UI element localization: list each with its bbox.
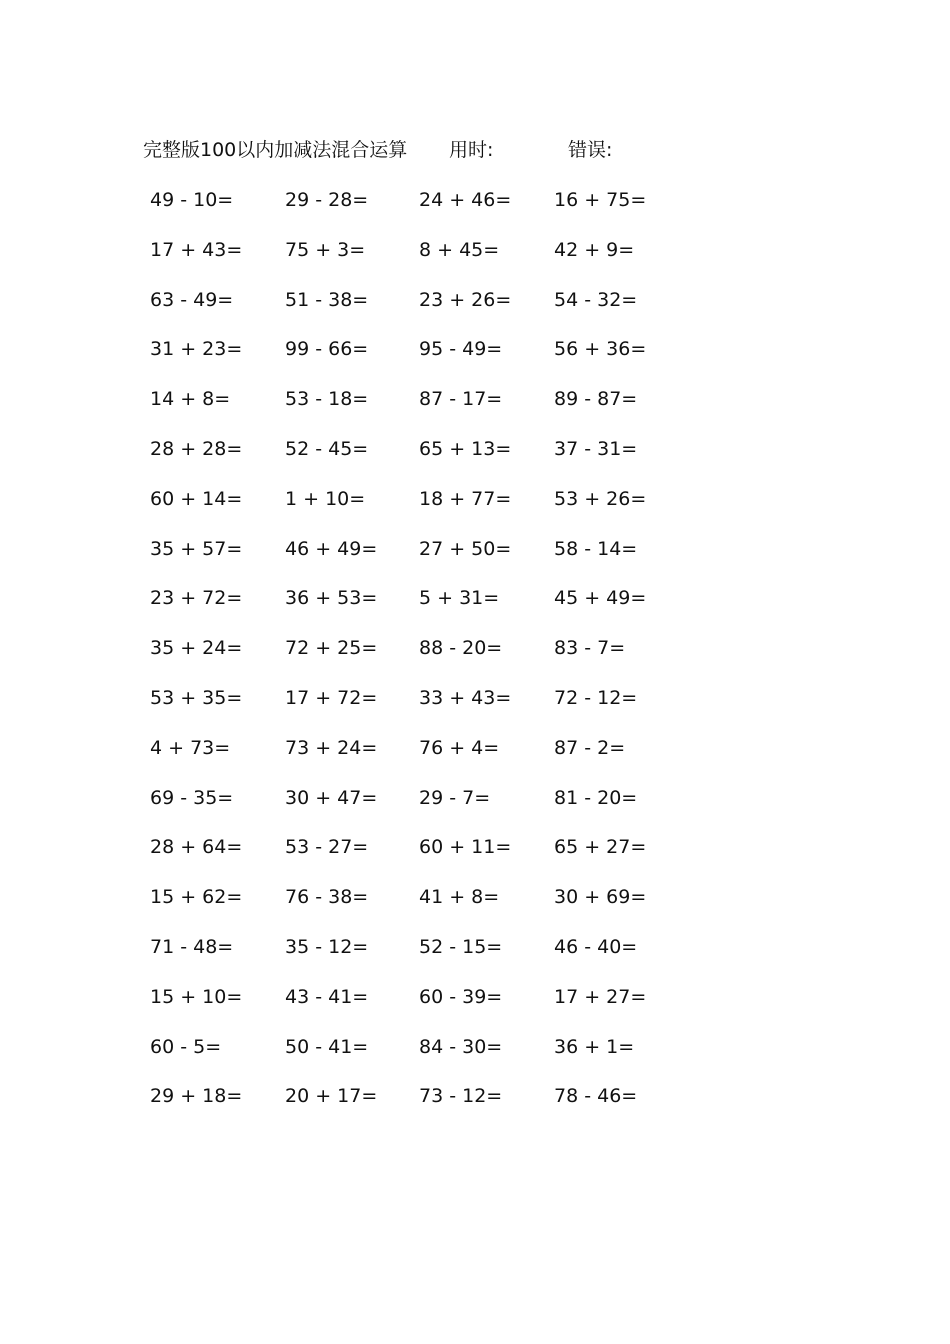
arithmetic-problem: 53 + 35= <box>150 687 243 709</box>
arithmetic-problem: 53 - 18= <box>285 388 369 410</box>
arithmetic-problem: 28 + 28= <box>150 438 243 460</box>
arithmetic-problem: 18 + 77= <box>419 488 512 510</box>
arithmetic-problem: 52 - 45= <box>285 438 369 460</box>
arithmetic-problem: 27 + 50= <box>419 538 512 560</box>
arithmetic-problem: 28 + 64= <box>150 836 243 858</box>
arithmetic-problem: 60 + 14= <box>150 488 243 510</box>
arithmetic-problem: 88 - 20= <box>419 637 503 659</box>
arithmetic-problem: 29 + 18= <box>150 1085 243 1107</box>
arithmetic-problem: 15 + 10= <box>150 986 243 1008</box>
arithmetic-problem: 46 + 49= <box>285 538 378 560</box>
arithmetic-problem: 30 + 69= <box>554 886 647 908</box>
arithmetic-problem: 1 + 10= <box>285 488 366 510</box>
arithmetic-problem: 56 + 36= <box>554 338 647 360</box>
arithmetic-problem: 60 - 39= <box>419 986 503 1008</box>
arithmetic-problem: 17 + 27= <box>554 986 647 1008</box>
arithmetic-problem: 31 + 23= <box>150 338 243 360</box>
arithmetic-problem: 35 + 57= <box>150 538 243 560</box>
arithmetic-problem: 58 - 14= <box>554 538 638 560</box>
arithmetic-problem: 72 + 25= <box>285 637 378 659</box>
arithmetic-problem: 37 - 31= <box>554 438 638 460</box>
arithmetic-problem: 36 + 1= <box>554 1036 635 1058</box>
arithmetic-problem: 45 + 49= <box>554 587 647 609</box>
arithmetic-problem: 29 - 28= <box>285 189 369 211</box>
worksheet-title: 完整版100以内加减法混合运算 <box>143 139 408 161</box>
arithmetic-problem: 95 - 49= <box>419 338 503 360</box>
arithmetic-problem: 33 + 43= <box>419 687 512 709</box>
arithmetic-problem: 49 - 10= <box>150 189 234 211</box>
arithmetic-problem: 51 - 38= <box>285 289 369 311</box>
arithmetic-problem: 72 - 12= <box>554 687 638 709</box>
arithmetic-problem: 15 + 62= <box>150 886 243 908</box>
arithmetic-problem: 36 + 53= <box>285 587 378 609</box>
arithmetic-problem: 24 + 46= <box>419 189 512 211</box>
arithmetic-problem: 87 - 2= <box>554 737 626 759</box>
arithmetic-problem: 43 - 41= <box>285 986 369 1008</box>
arithmetic-problem: 8 + 45= <box>419 239 500 261</box>
arithmetic-problem: 81 - 20= <box>554 787 638 809</box>
arithmetic-problem: 60 + 11= <box>419 836 512 858</box>
arithmetic-problem: 78 - 46= <box>554 1085 638 1107</box>
time-used-label: 用时: <box>449 139 494 161</box>
arithmetic-problem: 69 - 35= <box>150 787 234 809</box>
arithmetic-problem: 75 + 3= <box>285 239 366 261</box>
arithmetic-problem: 4 + 73= <box>150 737 231 759</box>
arithmetic-problem: 54 - 32= <box>554 289 638 311</box>
arithmetic-problem: 84 - 30= <box>419 1036 503 1058</box>
arithmetic-problem: 17 + 72= <box>285 687 378 709</box>
arithmetic-problem: 73 - 12= <box>419 1085 503 1107</box>
arithmetic-problem: 30 + 47= <box>285 787 378 809</box>
arithmetic-problem: 29 - 7= <box>419 787 491 809</box>
arithmetic-problem: 35 - 12= <box>285 936 369 958</box>
arithmetic-problem: 99 - 66= <box>285 338 369 360</box>
arithmetic-problem: 71 - 48= <box>150 936 234 958</box>
arithmetic-problem: 76 - 38= <box>285 886 369 908</box>
arithmetic-problem: 83 - 7= <box>554 637 626 659</box>
error-count-label: 错误: <box>568 139 613 161</box>
arithmetic-problem: 16 + 75= <box>554 189 647 211</box>
arithmetic-problem: 5 + 31= <box>419 587 500 609</box>
arithmetic-problem: 73 + 24= <box>285 737 378 759</box>
arithmetic-problem: 17 + 43= <box>150 239 243 261</box>
arithmetic-problem: 23 + 26= <box>419 289 512 311</box>
arithmetic-problem: 20 + 17= <box>285 1085 378 1107</box>
arithmetic-problem: 53 + 26= <box>554 488 647 510</box>
arithmetic-problem: 46 - 40= <box>554 936 638 958</box>
arithmetic-problem: 41 + 8= <box>419 886 500 908</box>
arithmetic-problem: 60 - 5= <box>150 1036 222 1058</box>
arithmetic-problem: 87 - 17= <box>419 388 503 410</box>
arithmetic-problem: 52 - 15= <box>419 936 503 958</box>
arithmetic-problem: 23 + 72= <box>150 587 243 609</box>
arithmetic-problem: 35 + 24= <box>150 637 243 659</box>
arithmetic-problem: 14 + 8= <box>150 388 231 410</box>
arithmetic-problem: 50 - 41= <box>285 1036 369 1058</box>
arithmetic-problem: 63 - 49= <box>150 289 234 311</box>
arithmetic-problem: 65 + 13= <box>419 438 512 460</box>
arithmetic-problem: 89 - 87= <box>554 388 638 410</box>
arithmetic-problem: 42 + 9= <box>554 239 635 261</box>
arithmetic-problem: 53 - 27= <box>285 836 369 858</box>
arithmetic-problem: 76 + 4= <box>419 737 500 759</box>
arithmetic-problem: 65 + 27= <box>554 836 647 858</box>
